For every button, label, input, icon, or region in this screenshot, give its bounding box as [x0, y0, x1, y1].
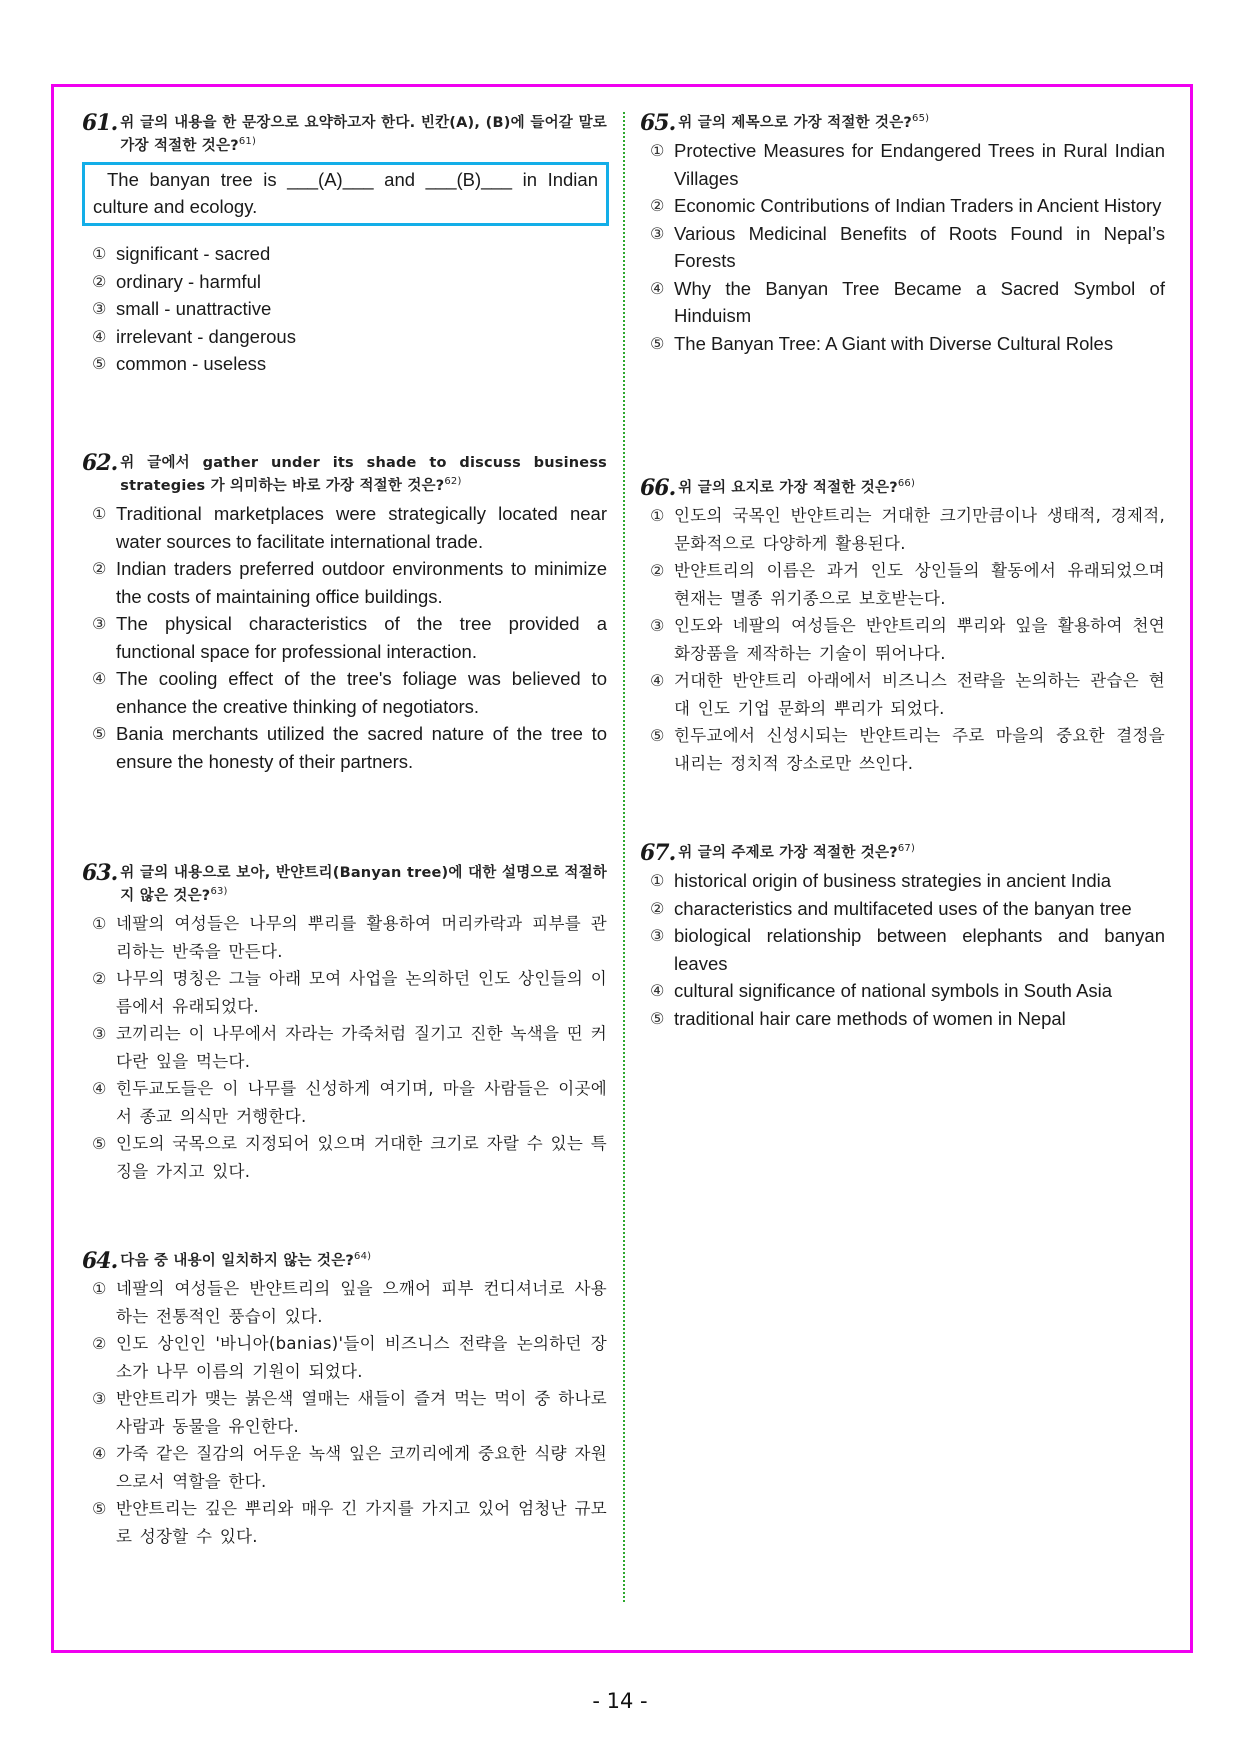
question-prompt — [678, 477, 1165, 500]
option-marker: ① — [92, 1279, 107, 1298]
option-marker: ① — [92, 914, 107, 933]
option-text: Why the Banyan Tree Became a Sacred Symbol of Hinduism — [674, 277, 1165, 326]
option-marker: ③ — [92, 1024, 107, 1043]
answer-options — [640, 867, 1165, 1032]
question-header — [640, 477, 1165, 500]
question-prompt — [120, 862, 607, 908]
answer-option[interactable] — [640, 502, 1165, 557]
option-marker: ⑤ — [92, 724, 107, 743]
option-text: The Banyan Tree: A Giant with Diverse Cultural Roles — [674, 332, 1114, 354]
option-marker: ② — [92, 559, 107, 578]
answer-option[interactable] — [82, 323, 607, 351]
footnote-ref: 65) — [912, 113, 930, 125]
option-text: characteristics and multifaceted uses of the banyan tree — [674, 897, 1132, 919]
question-prompt — [120, 1250, 607, 1273]
answer-option[interactable] — [82, 555, 607, 610]
answer-options — [640, 137, 1165, 357]
option-text: Economic Contributions of Indian Traders in Ancient History — [674, 195, 1162, 216]
page-number: - 14 - — [592, 1689, 648, 1713]
option-text: biological relationship between elephants and banyan leaves — [674, 925, 1165, 974]
prompt-text: 위 글의 내용으로 보아, 반얀트리(Banyan tree)에 대한 설명으로 적절하지 않은 것은? — [120, 865, 607, 904]
answer-option[interactable] — [640, 977, 1165, 1005]
answer-option[interactable] — [82, 1495, 607, 1550]
option-marker: ① — [92, 504, 107, 523]
column-divider — [623, 112, 625, 1602]
question-prompt — [120, 112, 607, 158]
answer-options — [82, 240, 607, 378]
answer-option[interactable] — [640, 220, 1165, 275]
question-header — [82, 862, 607, 908]
option-text: The cooling effect of the tree's foliage was believed to enhance the creative thinking of negotiators. — [116, 668, 607, 717]
option-marker: ③ — [650, 926, 665, 945]
option-text: 반얀트리는 깊은 뿌리와 매우 긴 가지를 가지고 있어 엄청난 규모로 성장할 수 있다. — [116, 1499, 607, 1546]
prompt-text: 위 글에서 gather under its shade to discuss business strategies 가 의미하는 바로 가장 적절한 것은? — [120, 455, 607, 494]
option-marker: ② — [650, 561, 665, 580]
footnote-ref: 67) — [897, 843, 916, 855]
answer-option[interactable] — [82, 268, 607, 296]
option-text: 네팔의 여성들은 반얀트리의 잎을 으깨어 피부 컨디셔너로 사용하는 전통적인 풍습이 있다. — [116, 1279, 607, 1326]
question-64 — [82, 1250, 607, 1550]
option-text: 거대한 반얀트리 아래에서 비즈니스 전략을 논의하는 관습은 현대 인도 기업 문화의 뿌리가 되었다. — [674, 671, 1165, 718]
answer-option[interactable] — [82, 1130, 607, 1185]
answer-option[interactable] — [640, 557, 1165, 612]
prompt-text: 다음 중 내용이 일치하지 않는 것은? — [120, 1253, 355, 1269]
answer-option[interactable] — [640, 922, 1165, 977]
answer-option[interactable] — [640, 1005, 1165, 1033]
option-text: common - useless — [116, 353, 267, 374]
answer-options — [82, 1275, 607, 1550]
question-prompt — [678, 112, 1165, 135]
footnote-ref: 66) — [897, 478, 916, 490]
question-62 — [82, 452, 607, 775]
option-text: Bania merchants utilized the sacred nature of the tree to ensure the honesty of their partners. — [116, 723, 607, 772]
answer-option[interactable] — [82, 500, 607, 555]
footnote-ref: 63) — [210, 886, 228, 898]
option-marker: ② — [92, 271, 107, 291]
prompt-text: 위 글의 제목으로 가장 적절한 것은? — [678, 115, 913, 131]
option-text: Traditional marketplaces were strategically located near water sources to facilitate international trade. — [116, 503, 607, 552]
summary-box: The banyan tree is ___(A)___ and ___(B)___ in Indian culture and ecology. — [82, 162, 609, 226]
answer-option[interactable] — [82, 1275, 607, 1330]
question-header — [82, 452, 607, 498]
question-number: 62. — [82, 450, 118, 476]
answer-options — [82, 910, 607, 1185]
answer-option[interactable] — [640, 137, 1165, 192]
option-text: 인도의 국목인 반얀트리는 거대한 크기만큼이나 생태적, 경제적, 문화적으로 다양하게 활용된다. — [674, 506, 1165, 553]
option-marker: ③ — [92, 1389, 107, 1408]
question-prompt — [678, 842, 1165, 865]
option-marker: ④ — [650, 671, 665, 690]
question-number: 66. — [640, 475, 676, 501]
question-header — [640, 842, 1165, 865]
question-header — [640, 112, 1165, 135]
prompt-text: 위 글의 요지로 가장 적절한 것은? — [678, 480, 898, 496]
answer-option[interactable] — [82, 1330, 607, 1385]
answer-option[interactable] — [82, 350, 607, 378]
question-prompt — [120, 452, 607, 498]
option-text: 인도와 네팔의 여성들은 반얀트리의 뿌리와 잎을 활용하여 천연 화장품을 제작하는 기술이 뛰어나다. — [674, 616, 1165, 663]
option-marker: ② — [650, 196, 665, 215]
option-text: The physical characteristics of the tree provided a functional space for professional interaction. — [116, 613, 607, 662]
option-marker: ③ — [92, 299, 107, 318]
option-text: Protective Measures for Endangered Trees in Rural Indian Villages — [674, 140, 1165, 189]
answer-option[interactable] — [640, 612, 1165, 667]
question-61 — [82, 112, 607, 378]
option-text: 인도의 국목으로 지정되어 있으며 거대한 크기로 자랄 수 있는 특징을 가지고 있다. — [116, 1134, 607, 1181]
question-65 — [640, 112, 1165, 357]
option-text: cultural significance of national symbols in South Asia — [674, 980, 1113, 1001]
option-text: 반얀트리가 맺는 붉은색 열매는 새들이 즐겨 먹는 먹이 중 하나로 사람과 동물을 유인한다. — [116, 1389, 607, 1436]
option-marker: ② — [650, 898, 665, 918]
question-66 — [640, 477, 1165, 777]
answer-option[interactable] — [640, 275, 1165, 330]
option-marker: ④ — [650, 981, 665, 1000]
option-text: Indian traders preferred outdoor environments to minimize the costs of maintaining office buildings. — [116, 558, 607, 607]
option-marker: ③ — [650, 616, 665, 635]
option-text: 인도 상인인 '바니아(banias)'들이 비즈니스 전략을 논의하던 장소가 나무 이름의 기원이 되었다. — [116, 1334, 607, 1381]
question-67 — [640, 842, 1165, 1032]
answer-option[interactable] — [640, 667, 1165, 722]
option-marker: ③ — [650, 223, 665, 243]
prompt-text: 위 글의 내용을 한 문장으로 요약하고자 한다. 빈칸(A), (B)에 들어갈 말로 가장 적절한 것은? — [120, 115, 607, 154]
option-marker: ④ — [92, 669, 107, 688]
answer-option[interactable] — [82, 720, 607, 775]
footnote-ref: 62) — [444, 476, 462, 488]
option-text: 반얀트리의 이름은 과거 인도 상인들의 활동에서 유래되었으며 현재는 멸종 위기종으로 보호받는다. — [674, 561, 1165, 608]
answer-option[interactable] — [82, 965, 607, 1020]
answer-option[interactable] — [640, 192, 1165, 220]
option-text: ordinary - harmful — [116, 270, 261, 292]
question-number: 65. — [640, 110, 676, 136]
option-marker: ⑤ — [650, 333, 665, 353]
answer-option[interactable] — [82, 240, 607, 268]
answer-options — [82, 500, 607, 775]
option-marker: ① — [650, 871, 665, 890]
answer-option[interactable] — [640, 895, 1165, 923]
option-text: 힌두교도들은 이 나무를 신성하게 여기며, 마을 사람들은 이곳에서 종교 의식만 거행한다. — [116, 1079, 607, 1126]
option-marker: ⑤ — [92, 1134, 107, 1153]
option-marker: ⑤ — [92, 354, 107, 373]
option-marker: ⑤ — [650, 726, 665, 745]
answer-option[interactable] — [640, 722, 1165, 777]
option-marker: ④ — [92, 326, 107, 346]
answer-option[interactable] — [82, 1020, 607, 1075]
question-number: 67. — [640, 840, 676, 866]
option-text: 네팔의 여성들은 나무의 뿌리를 활용하여 머리카락과 피부를 관리하는 반죽을 만든다. — [116, 914, 607, 961]
option-marker: ② — [92, 969, 107, 988]
option-marker: ④ — [92, 1444, 107, 1463]
answer-option[interactable] — [82, 1440, 607, 1495]
answer-options — [640, 502, 1165, 777]
option-marker: ② — [92, 1334, 107, 1353]
answer-option[interactable] — [82, 1385, 607, 1440]
option-text: Various Medicinal Benefits of Roots Found in Nepal’s Forests — [674, 222, 1165, 271]
answer-option[interactable] — [82, 1075, 607, 1130]
option-marker: ③ — [92, 614, 107, 633]
footnote-ref: 61) — [238, 136, 257, 148]
question-63 — [82, 862, 607, 1185]
answer-option[interactable] — [82, 295, 607, 323]
option-marker: ④ — [650, 278, 665, 298]
question-header — [82, 112, 607, 158]
prompt-text: 위 글의 주제로 가장 적절한 것은? — [678, 845, 898, 861]
option-marker: ④ — [92, 1079, 107, 1098]
option-marker: ① — [650, 141, 665, 160]
option-marker: ① — [650, 506, 665, 525]
option-marker: ⑤ — [650, 1008, 665, 1028]
option-text: historical origin of business strategies in ancient India — [674, 870, 1112, 891]
question-number: 61. — [82, 110, 118, 136]
question-number: 63. — [82, 860, 118, 886]
question-header — [82, 1250, 607, 1273]
option-text: significant - sacred — [116, 243, 271, 264]
footnote-ref: 64) — [354, 1251, 372, 1263]
answer-option[interactable] — [82, 610, 607, 665]
answer-option[interactable] — [82, 665, 607, 720]
option-marker: ① — [92, 244, 107, 263]
question-number: 64. — [82, 1248, 118, 1274]
option-text: 나무의 명칭은 그늘 아래 모여 사업을 논의하던 인도 상인들의 이름에서 유래되었다. — [116, 969, 607, 1016]
option-text: 가죽 같은 질감의 어두운 녹색 잎은 코끼리에게 중요한 식량 자원으로서 역할을 한다. — [116, 1444, 607, 1491]
option-text: traditional hair care methods of women in Nepal — [674, 1007, 1066, 1029]
option-text: 힌두교에서 신성시되는 반얀트리는 주로 마을의 중요한 결정을 내리는 정치적 장소로만 쓰인다. — [674, 726, 1165, 773]
answer-option[interactable] — [82, 910, 607, 965]
option-text: small - unattractive — [116, 298, 272, 319]
option-marker: ⑤ — [92, 1499, 107, 1518]
option-text: irrelevant - dangerous — [116, 325, 296, 347]
answer-option[interactable] — [640, 867, 1165, 895]
option-text: 코끼리는 이 나무에서 자라는 가죽처럼 질기고 진한 녹색을 띤 커다란 잎을 먹는다. — [116, 1024, 607, 1071]
answer-option[interactable] — [640, 330, 1165, 358]
